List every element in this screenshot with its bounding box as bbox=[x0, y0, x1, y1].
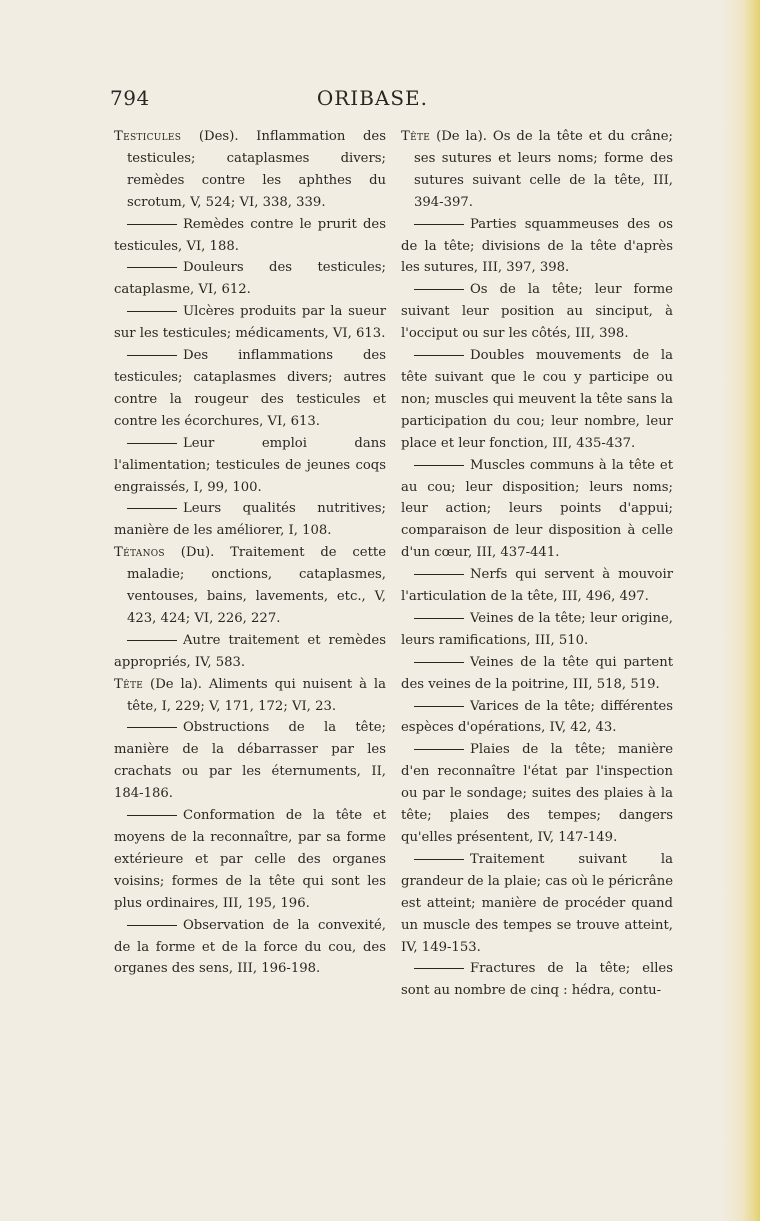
subentry-text: Nerfs qui servent à mouvoir l'articulation de la tête, III, 496, 497. bbox=[401, 567, 673, 605]
entry-headword: Testicules bbox=[114, 129, 182, 144]
subentry-text: Ulcères produits par la sueur sur les testicules; médicaments, VI, 613. bbox=[114, 304, 386, 342]
ditto-dash bbox=[127, 508, 177, 509]
ditto-dash bbox=[414, 662, 464, 663]
index-entry bbox=[114, 674, 386, 718]
entry-text: (Du). Traitement de cette maladie; onctions, cataplasmes, ventouses, bains, lavements, etc., V, 423, 424; VI, 226, 227. bbox=[127, 545, 386, 626]
index-column-left bbox=[114, 126, 386, 980]
ditto-dash bbox=[127, 727, 177, 728]
index-subentry bbox=[401, 279, 673, 345]
subentry-text: Remèdes contre le prurit des testicules, VI, 188. bbox=[114, 216, 386, 254]
entry-headword: Tétanos bbox=[114, 545, 165, 561]
index-subentry bbox=[114, 717, 386, 805]
index-subentry bbox=[401, 455, 673, 565]
ditto-dash bbox=[127, 224, 177, 225]
ditto-dash bbox=[127, 815, 177, 816]
index-subentry bbox=[114, 345, 386, 433]
ditto-dash bbox=[414, 355, 464, 356]
index-entry bbox=[114, 542, 386, 630]
subentry-text: Observation de la convexité, de la forme et de la force du cou, des organes des sens, III, 196-198. bbox=[114, 917, 386, 977]
index-subentry bbox=[114, 433, 386, 499]
ditto-dash bbox=[414, 859, 464, 860]
index-subentry bbox=[114, 630, 386, 674]
index-subentry bbox=[114, 257, 386, 301]
index-subentry bbox=[114, 301, 386, 345]
ditto-dash bbox=[127, 443, 177, 444]
index-subentry bbox=[401, 214, 673, 280]
index-subentry bbox=[401, 958, 673, 1002]
entry-text: (De la). Aliments qui nuisent à la tête, I, 229; V, 171, 172; VI, 23. bbox=[127, 676, 386, 714]
index-subentry bbox=[401, 739, 673, 849]
running-title: ORIBASE. bbox=[316, 86, 428, 110]
subentry-text: Traitement suivant la grandeur de la plaie; cas où le péricrâne est atteint; manière de procéder quand un muscle des tempes se trouve atteint, IV, 149-153. bbox=[401, 851, 673, 955]
subentry-text: Des inflammations des testicules; cataplasmes divers; autres contre la rougeur des testicules et contre les écorchures, VI, 613. bbox=[114, 348, 386, 429]
ditto-dash bbox=[414, 749, 464, 750]
ditto-dash bbox=[414, 574, 464, 575]
subentry-text: Veines de la tête; leur origine, leurs ramifications, III, 510. bbox=[401, 610, 673, 648]
entry-headword: Tête bbox=[401, 129, 431, 144]
subentry-text: Autre traitement et remèdes appropriés, IV, 583. bbox=[114, 632, 386, 670]
ditto-dash bbox=[414, 465, 464, 466]
page-number: 794 bbox=[110, 86, 150, 110]
subentry-text: Doubles mouvements de la tête suivant que le cou y participe ou non; muscles qui meuvent la tête sans la participation du cou; leur nombre, leur place et leur fonction, III, 435-437. bbox=[401, 348, 673, 451]
subentry-text: Os de la tête; leur forme suivant leur position au sinciput, à l'occiput ou sur les côtés, III, 398. bbox=[401, 282, 673, 342]
index-column-right bbox=[401, 126, 673, 1002]
subentry-text: Obstructions de la tête; manière de la débarrasser par les crachats ou par les éternuments, II, 184-186. bbox=[114, 720, 386, 802]
subentry-text: Varices de la tête; différentes espèces d'opérations, IV, 42, 43. bbox=[401, 698, 673, 736]
index-subentry bbox=[401, 652, 673, 696]
entry-text: (Des). Inflammation des testicules; cataplasmes divers; remèdes contre les aphthes du scrotum, V, 524; VI, 338, 339. bbox=[127, 129, 386, 210]
index-subentry bbox=[114, 214, 386, 258]
ditto-dash bbox=[414, 224, 464, 225]
index-entry bbox=[114, 126, 386, 214]
subentry-text: Muscles communs à la tête et au cou; leur disposition; leurs noms; leur action; leurs points d'appui; comparaison de leur disposition à celle d'un cœur, III, 437-441. bbox=[401, 457, 673, 561]
ditto-dash bbox=[127, 925, 177, 926]
index-subentry bbox=[114, 915, 386, 981]
subentry-text: Veines de la tête qui partent des veines de la poitrine, III, 518, 519. bbox=[401, 654, 673, 692]
subentry-text: Leurs qualités nutritives; manière de les améliorer, I, 108. bbox=[114, 501, 386, 539]
ditto-dash bbox=[414, 968, 464, 969]
index-subentry bbox=[401, 345, 673, 455]
page-header bbox=[110, 86, 428, 116]
ditto-dash bbox=[127, 640, 177, 641]
ditto-dash bbox=[127, 311, 177, 312]
subentry-text: Douleurs des testicules; cataplasme, VI, 612. bbox=[114, 260, 386, 298]
ditto-dash bbox=[127, 355, 177, 356]
subentry-text: Parties squammeuses des os de la tête; divisions de la tête d'après les sutures, III, 397, 398. bbox=[401, 216, 673, 276]
index-subentry bbox=[401, 608, 673, 652]
index-subentry bbox=[401, 564, 673, 608]
subentry-text: Plaies de la tête; manière d'en reconnaître l'état par l'inspection ou par le sondage; suites des plaies à la tête; plaies des tempes; dangers qu'elles présentent, IV, 147-149. bbox=[401, 742, 673, 845]
ditto-dash bbox=[127, 267, 177, 268]
index-subentry bbox=[401, 849, 673, 959]
ditto-dash bbox=[414, 706, 464, 707]
entry-headword: Tête bbox=[114, 676, 144, 692]
index-subentry bbox=[114, 498, 386, 542]
index-subentry bbox=[401, 696, 673, 740]
page-edge-shading bbox=[720, 0, 760, 1221]
index-entry bbox=[401, 126, 673, 214]
subentry-text: Conformation de la tête et moyens de la reconnaître, par sa forme extérieure et par celle des organes voisins; formes de la tête qui sont les plus ordinaires, III, 195, 196. bbox=[114, 808, 386, 911]
ditto-dash bbox=[414, 618, 464, 619]
ditto-dash bbox=[414, 289, 464, 290]
entry-text: (De la). Os de la tête et du crâne; ses sutures et leurs noms; forme des sutures suivant celle de la tête, III, 394-397. bbox=[414, 129, 673, 210]
index-subentry bbox=[114, 805, 386, 915]
subentry-text: Fractures de la tête; elles sont au nombre de cinq : hédra, contu- bbox=[401, 961, 673, 999]
subentry-text: Leur emploi dans l'alimentation; testicules de jeunes coqs engraissés, I, 99, 100. bbox=[114, 435, 386, 495]
